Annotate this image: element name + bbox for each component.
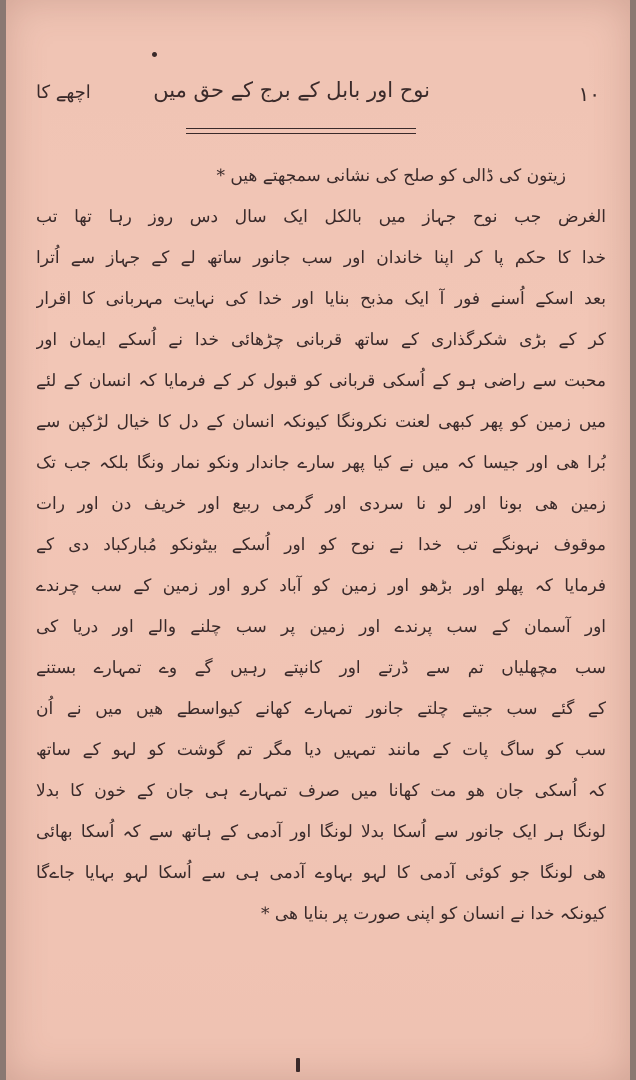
- text-line: موقوف نہونگے تب خدا نے نوح کو اور اُسکے بیٹونکو مُبارکباد دی کے: [36, 535, 606, 555]
- signature-mark: [296, 1058, 300, 1072]
- text-line: فرمایا کہ پھلو اور بڑھو اور زمین کو آباد کرو اور زمین کے سب چرندے: [36, 576, 606, 596]
- text-line: اور آسمان کے سب پرندے اور زمین پر سب چلنے والے اور دریا کی: [36, 617, 606, 637]
- text-line: بعد اسکے اُسنے فور آ ایک مذبح بنایا اور خدا کی نہایت مہربانی کا اقرار: [36, 289, 606, 309]
- book-page: [6, 0, 630, 1080]
- text-line: میں زمین کو پھر کبھی لعنت نکرونگا کیونکہ انسان کے دل کا خیال لڑکپن سے: [36, 412, 606, 432]
- text-line: کر کے بڑی شکرگذاری کے ساتھ قربانی چڑھائی خدا نے اُسکے ایمان اور: [36, 330, 606, 350]
- running-title: نوح اور بابل کے برج کے حق میں: [153, 78, 430, 102]
- text-line: کہ اُسکی جان ھو مت کھانا میں صرف تمہارے ہی جان کے خون کا بدلا: [36, 781, 606, 801]
- text-line: کے گئے سب جیتے چلتے جانور تمہارے کھانے کیواسطے ھیں میں نے اُن: [36, 699, 606, 719]
- text-line: محبت سے راضی ہو کے اُسکی قربانی کو قبول کر کے فرمایا کہ انسان کے لئے: [36, 371, 606, 391]
- page-header: [36, 78, 600, 118]
- text-line: خدا کا حکم پا کر اپنا خاندان اور سب جانور ساتھ لے کے جہاز سے اُترا: [36, 248, 606, 268]
- body-text: [36, 156, 606, 935]
- text-line: لونگا ہر ایک جانور سے اُسکا بدلا لونگا اور آدمی کے ہاتھ سے کہ اُسکا بھائی: [36, 822, 606, 842]
- text-line: کیونکہ خدا نے انسان کو اپنی صورت پر بنایا ھی *: [260, 904, 606, 924]
- page-number: ١٠: [578, 82, 600, 106]
- ink-spot: [152, 52, 157, 57]
- header-rule-top: [186, 128, 416, 129]
- text-line: سب مچھلیاں تم سے ڈرتے اور کانپتے رہیں گے وے تمہارے بستنے: [36, 658, 606, 678]
- text-line: زمین ھی بونا اور لو نا سردی اور گرمی ربیع اور خریف دن اور رات: [36, 494, 606, 514]
- text-line: بُرا ھی اور جیسا کہ میں نے کیا پھر سارے جاندار ونکو نمار ونگا بلکہ جب تک: [36, 453, 606, 473]
- header-catchword: اچھے کا: [36, 82, 91, 103]
- text-line: سب کو ساگ پات کے مانند تمہیں دیا مگر تم گوشت کو لہو کے ساتھ: [36, 740, 606, 760]
- text-line: ھی لونگا جو کوئی آدمی کا لہو بہاوے آدمی ہی سے اُسکا لہو بہایا جاےگا: [36, 863, 606, 883]
- text-line: زیتون کی ڈالی کو صلح کی نشانی سمجھتے ھیں *: [216, 166, 566, 186]
- text-line: الغرض جب نوح جہاز میں بالکل ایک سال دس روز رہا تھا تب: [36, 207, 606, 227]
- header-rule-bottom: [186, 133, 416, 134]
